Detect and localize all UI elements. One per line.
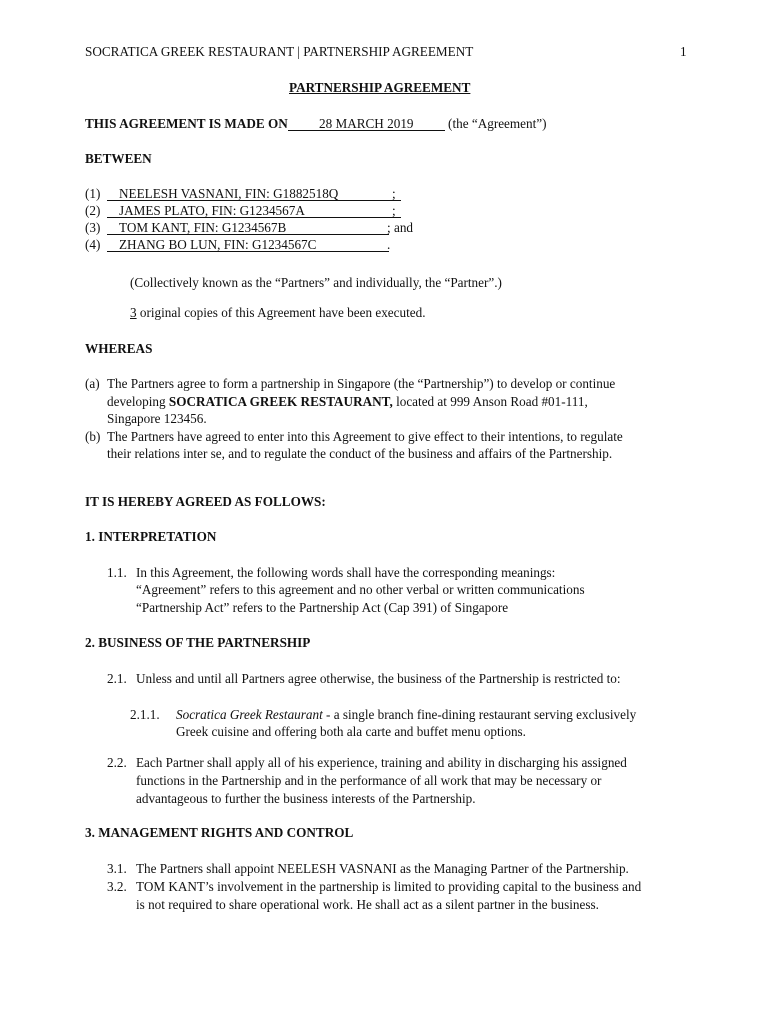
party-name: JAMES PLATO, FIN: G1234567A — [107, 203, 401, 218]
clause-1-1-number: 1.1. — [107, 565, 127, 580]
recital-a-line-3: Singapore 123456. — [107, 411, 207, 426]
clause-1-1-line-1: In this Agreement, the following words shall have the corresponding meanings: — [136, 565, 556, 580]
party-name: NEELESH VASNANI, FIN: G1882518Q — [107, 186, 401, 201]
clause-2-1-1-number: 2.1.1. — [130, 707, 160, 722]
clause-1-1-line-2: “Agreement” refers to this agreement and no other verbal or written communications — [136, 582, 585, 597]
clause-2-2-line-3: advantageous to further the business interests of the Partnership. — [136, 791, 476, 806]
party-number: (3) — [85, 220, 101, 235]
recital-a-line-2 — [107, 394, 588, 410]
clause-2-1-1-line-1 — [176, 707, 636, 723]
party-terminator: ; — [392, 203, 396, 218]
running-header: SOCRATICA GREEK RESTAURANT | PARTNERSHIP AGREEMENT — [85, 44, 474, 59]
party-number: (1) — [85, 186, 101, 201]
whereas-heading: WHEREAS — [85, 341, 153, 356]
clause-2-2-line-1: Each Partner shall apply all of his experience, training and ability in discharging his assigned — [136, 755, 627, 770]
clause-3-2-number: 3.2. — [107, 879, 127, 894]
party-terminator: ; and — [387, 220, 414, 235]
section-1-heading: 1. INTERPRETATION — [85, 529, 217, 544]
between-heading: BETWEEN — [85, 151, 152, 166]
party-2 — [85, 203, 396, 219]
party-1 — [85, 186, 396, 202]
clause-2-1-line-1: Unless and until all Partners agree otherwise, the business of the Partnership is restricted to: — [136, 671, 621, 686]
clause-2-2-number: 2.2. — [107, 755, 127, 770]
agreed-heading: IT IS HEREBY AGREED AS FOLLOWS: — [85, 494, 326, 509]
clause-2-1-1-line-2: Greek cuisine and offering both ala carte and buffet menu options. — [176, 724, 526, 739]
clause-2-1-number: 2.1. — [107, 671, 127, 686]
clause-3-2-line-2: is not required to share operational work. He shall act as a silent partner in the business. — [136, 897, 599, 912]
recital-b-line-2: their relations inter se, and to regulate the conduct of the business and affairs of the Partnership. — [107, 446, 613, 461]
copies-count: 3 — [130, 305, 137, 320]
page-number: 1 — [680, 44, 687, 59]
party-3 — [85, 220, 414, 236]
clause-3-1-number: 3.1. — [107, 861, 127, 876]
party-terminator: ; — [392, 186, 396, 201]
recital-b-line-1: The Partners have agreed to enter into this Agreement to give effect to their intentions, to regulate — [107, 429, 623, 444]
restaurant-address: located at 999 Anson Road #01-111, — [396, 394, 588, 409]
party-4 — [85, 237, 391, 253]
section-3-heading: 3. MANAGEMENT RIGHTS AND CONTROL — [85, 825, 354, 840]
party-number: (4) — [85, 237, 101, 252]
party-terminator: . — [387, 237, 391, 252]
clause-3-1-line-1: The Partners shall appoint NEELESH VASNANI as the Managing Partner of the Partnership. — [136, 861, 629, 876]
agreement-date: 28 MARCH 2019 — [288, 116, 445, 131]
made-on-prefix: THIS AGREEMENT IS MADE ON — [85, 116, 288, 131]
recital-a-line-1: The Partners agree to form a partnership in Singapore (the “Partnership”) to develop or continue — [107, 376, 616, 391]
business-name: Socratica Greek Restaurant — [176, 707, 323, 722]
copies-text: original copies of this Agreement have been executed. — [139, 305, 426, 320]
party-number: (2) — [85, 203, 101, 218]
party-name: ZHANG BO LUN, FIN: G1234567C — [107, 237, 389, 252]
restaurant-name: SOCRATICA GREEK RESTAURANT, — [168, 394, 393, 409]
copies-line — [130, 305, 426, 321]
recital-a-label: (a) — [85, 376, 100, 391]
document-title: PARTNERSHIP AGREEMENT — [289, 80, 471, 95]
recital-b-label: (b) — [85, 429, 101, 444]
clause-2-2-line-2: functions in the Partnership and in the performance of all work that may be necessary or — [136, 773, 602, 788]
agreement-defined-term: (the “Agreement”) — [448, 116, 547, 131]
section-2-heading: 2. BUSINESS OF THE PARTNERSHIP — [85, 635, 311, 650]
clause-1-1-line-3: “Partnership Act” refers to the Partnership Act (Cap 391) of Singapore — [136, 600, 509, 615]
business-description: - a single branch fine-dining restaurant serving exclusively — [322, 707, 637, 722]
collective-note: (Collectively known as the “Partners” and individually, the “Partner”.) — [130, 275, 502, 290]
recital-text: developing — [107, 394, 166, 409]
clause-3-2-line-1: TOM KANT’s involvement in the partnership is limited to providing capital to the business and — [136, 879, 642, 894]
party-name: TOM KANT, FIN: G1234567B — [107, 220, 389, 235]
agreement-date-line — [85, 116, 547, 132]
